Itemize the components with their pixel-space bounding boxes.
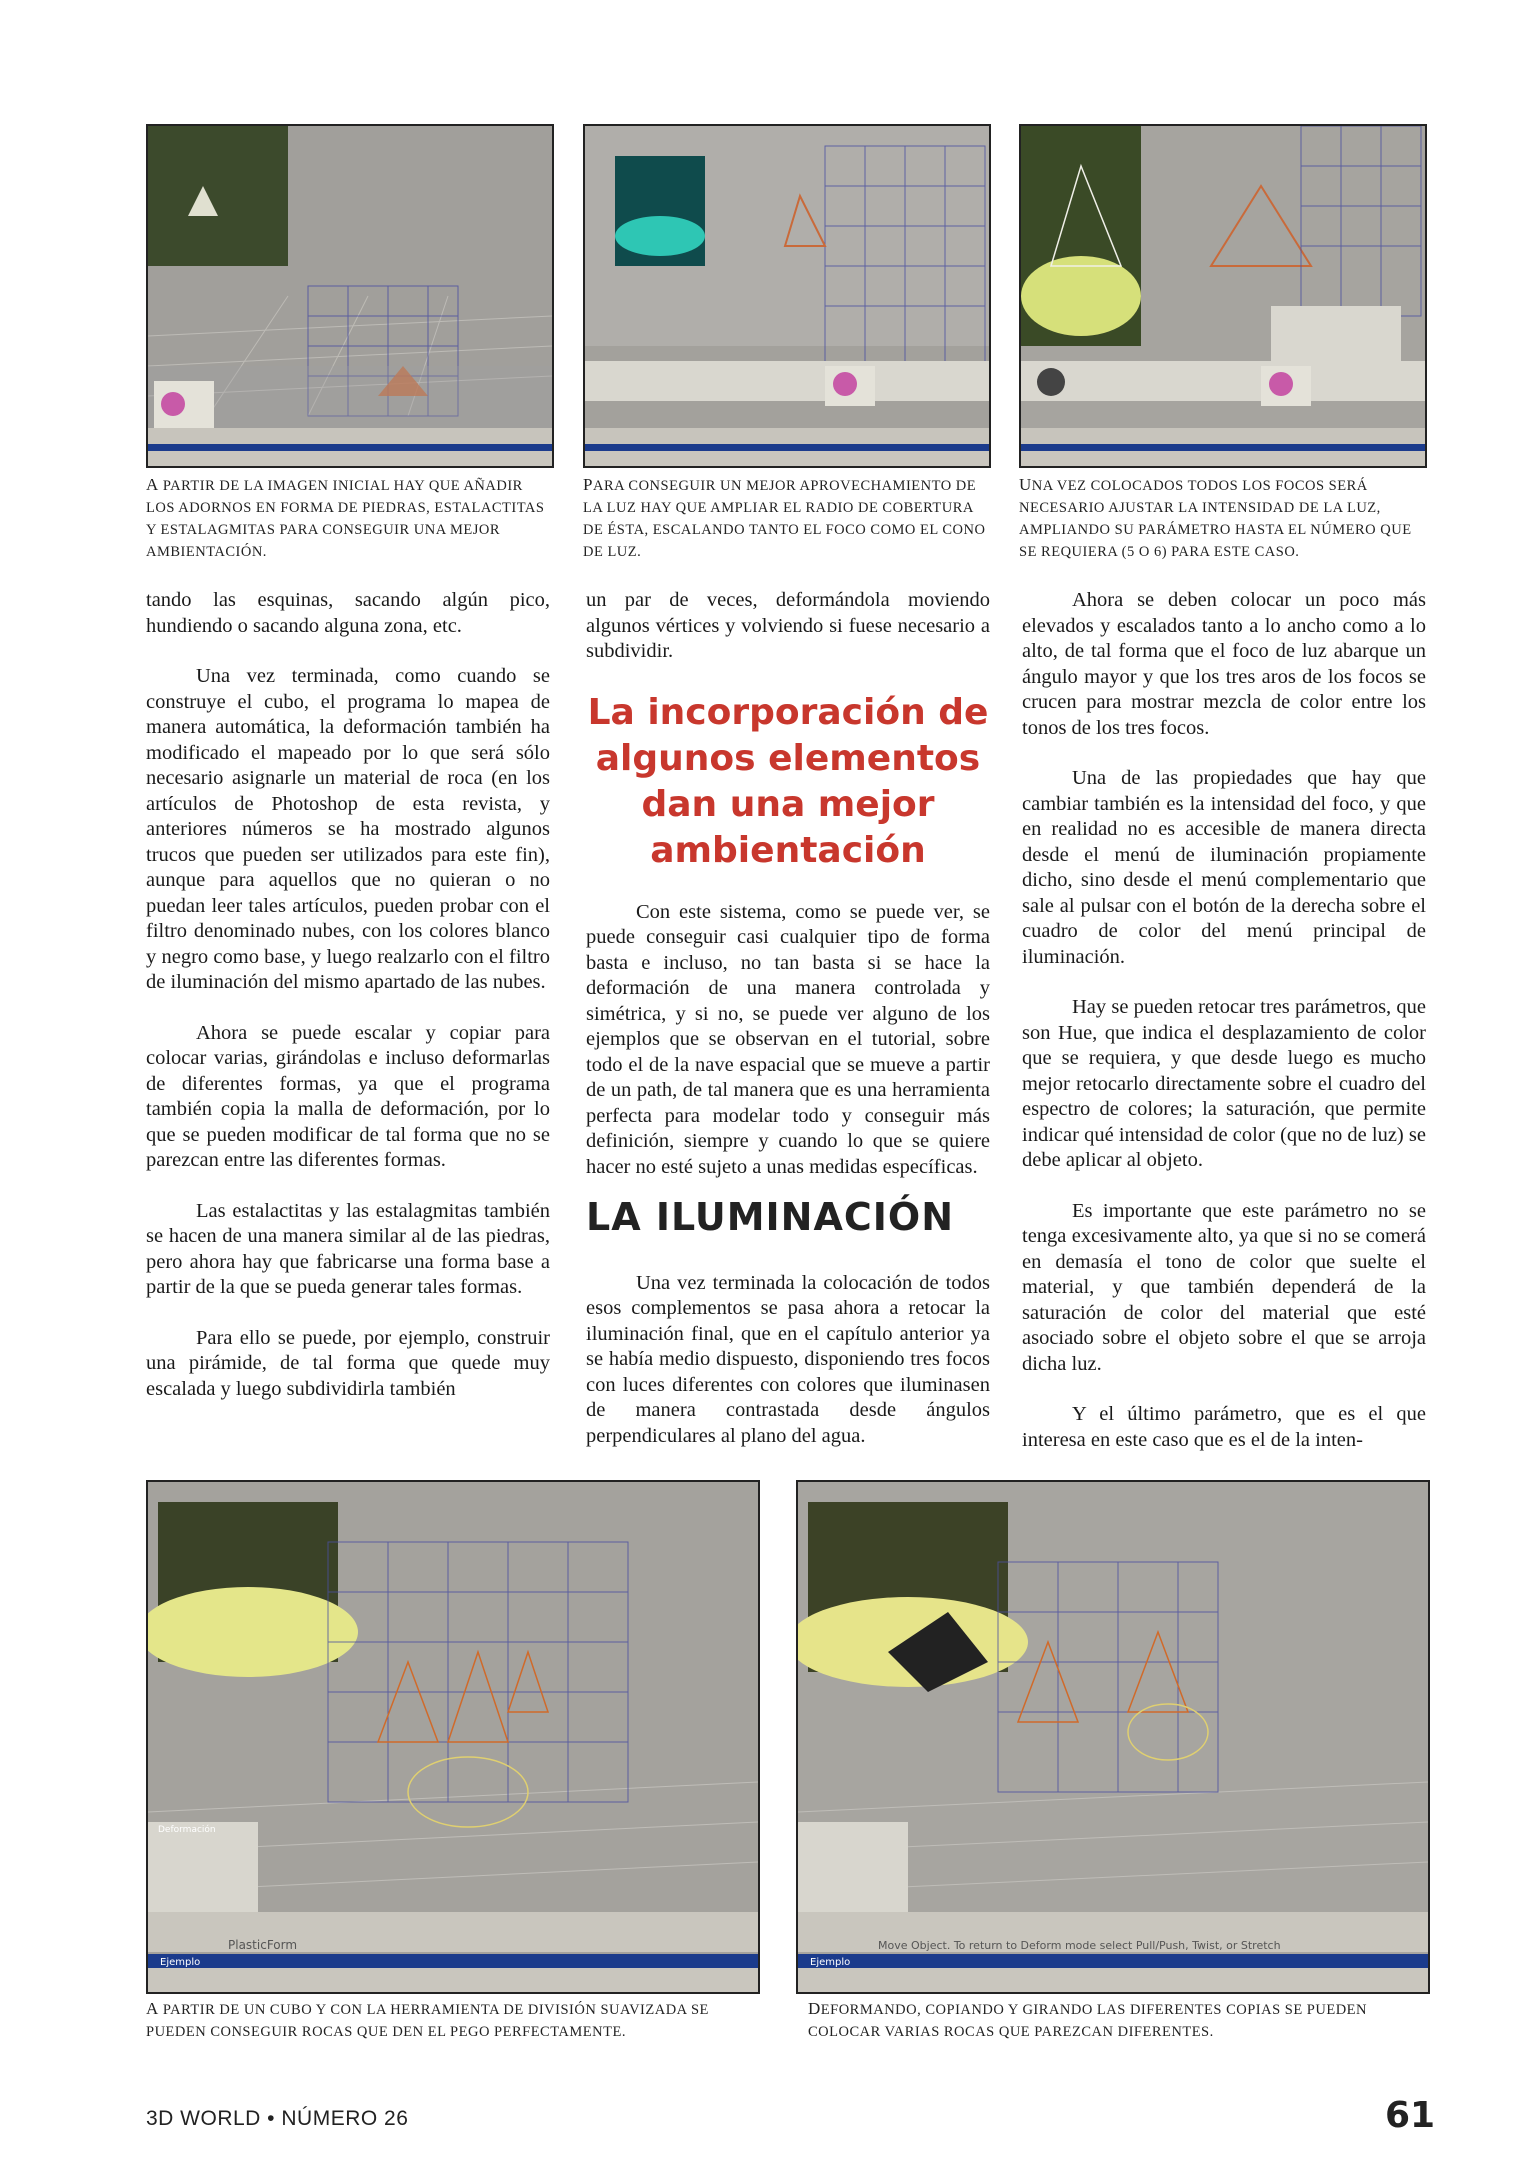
truespace-scene-1 — [148, 126, 552, 466]
col3-paragraph-5: Y el último parámetro, que es el que interesa en este caso que es el de la inten- — [1022, 1403, 1426, 1451]
col1-paragraph-5: Para ello se puede, por ejemplo, construir una pirámide, de tal forma que quede muy escalada y luego subdividirla también — [146, 1326, 550, 1400]
col1-paragraph-2: Una vez terminada, como cuando se construye el cubo, el programa lo mapea de manera automática, la deformación también ha modificado el mapeado por lo que será sólo necesario asignarle un material de roca (en los artículos de Photoshop de esta revista, y anteriores números se ha mostrado algunos trucos que pueden ser utilizados para este fin), aunque para aquellos que no quieran o no puedan leer tales artículos, pueden probar con el filtro denominado nubes, con los colores blanco y negro como base, y luego realzarlo con el filtro de iluminación del mismo apartado de las nubes. — [146, 665, 550, 993]
truespace-scene-4 — [148, 1482, 758, 1992]
caption-top-2: PARA CONSEGUIR UN MEJOR APROVECHAMIENTO DE LA LUZ HAY QUE AMPLIAR EL RADIO DE COBERTURA DE ÉSTA, ESCALANDO TANTO EL FOCO COMO EL CONO DE LUZ. — [583, 475, 986, 560]
column-3 — [1022, 588, 1426, 1478]
section-heading: LA ILUMINACIÓN — [586, 1195, 955, 1239]
col3-paragraph-2: Una de las propiedades que hay que cambiar también es la intensidad del foco, y que en realidad no es accesible de manera directa desde el menú de iluminación propiamente dicho, sino desde el menú complementario que sale al pulsar con el botón de la derecha sobre el cuadro de color del menú principal de iluminación. — [1022, 767, 1426, 968]
status-text-1: PlasticForm — [228, 1938, 298, 1952]
screenshot-bottom-2 — [796, 1480, 1430, 1994]
screenshot-top-1 — [146, 124, 554, 468]
screenshot-top-2 — [583, 124, 991, 468]
caption-top-1: A PARTIR DE LA IMAGEN INICIAL HAY QUE AÑADIR LOS ADORNOS EN FORMA DE PIEDRAS, ESTALACTITAS Y ESTALAGMITAS PARA CONSEGUIR UNA MEJOR AMBIENTACIÓN. — [146, 475, 545, 560]
col1-paragraph-4: Las estalactitas y las estalagmitas también se hacen de una manera similar al de las piedras, pero ahora hay que fabricarse una forma base a partir de la que se pueda generar tales formas. — [146, 1199, 550, 1298]
col2-paragraph-1: un par de veces, deformándola moviendo algunos vértices y volviendo si fuese necesario a subdividir. — [586, 589, 990, 662]
screenshot-top-3 — [1019, 124, 1427, 468]
caption-bottom-1: A PARTIR DE UN CUBO Y CON LA HERRAMIENTA DE DIVISIÓN SUAVIZADA SE PUEDEN CONSEGUIR ROCAS QUE DEN EL PEGO PERFECTAMENTE. — [146, 1999, 709, 2040]
status-text-2: Move Object. To return to Deform mode select Pull/Push, Twist, or Stretch — [878, 1939, 1281, 1952]
col3-paragraph-4: Es importante que este parámetro no se tenga excesivamente alto, ya que si no se comerá en demasía el tono de color que suelte el material, y que también dependerá de la saturación de color del material que esté asociado sobre el objeto sobre el que se arroja dicha luz. — [1022, 1199, 1426, 1375]
caption-top-3: UNA VEZ COLOCADOS TODOS LOS FOCOS SERÁ NECESARIO AJUSTAR LA INTENSIDAD DE LA LUZ, AMPLIANDO SU PARÁMETRO HASTA EL NÚMERO QUE SE REQUIERA (5 O 6) PARA ESTE CASO. — [1019, 475, 1412, 560]
truespace-scene-5 — [798, 1482, 1428, 1992]
screenshot-bottom-1 — [146, 1480, 760, 1994]
window-title-2: Ejemplo — [810, 1957, 851, 1968]
col2-paragraph-2: Con este sistema, como se puede ver, se puede conseguir casi cualquier tipo de forma basta e incluso, no tan basta si se hace la deformación de una manera controlada y simétrica, y si no, se puede ver alguno de los ejemplos que se observan en el tutorial, sobre todo el de la nave espacial que se mueve a partir de un path, de tal manera que es una herramienta perfecta para modelar todo y conseguir más definición, siempre y cuando lo que se quiere hacer no esté sujeto a unas medidas específicas. — [586, 900, 990, 1178]
magazine-footer: 3D WORLD • NÚMERO 26 — [146, 2107, 409, 2130]
col1-paragraph-1: tando las esquinas, sacando algún pico, hundiendo o sacando alguna zona, etc. — [146, 589, 550, 637]
column-2 — [586, 588, 990, 1474]
page-number: 61 — [1385, 2095, 1436, 2136]
col3-paragraph-1: Ahora se deben colocar un poco más elevados y escalados tanto a lo ancho como a lo alto, de tal forma que el foco de luz abarque un ángulo mayor y que los tres aros de los focos se crucen para mostrar mezcla de color entre los tonos de los tres focos. — [1022, 589, 1426, 739]
col3-paragraph-3: Hay se pueden retocar tres parámetros, que son Hue, que indica el desplazamiento de color que se requiera, y que desde luego es mucho mejor retocarlo directamente sobre el cuadro del espectro de colores; la saturación, que permite indicar qué intensidad de color (que no de luz) se debe aplicar al objeto. — [1022, 996, 1426, 1171]
col1-paragraph-3: Ahora se puede escalar y copiar para colocar varias, girándolas e incluso deformarlas de diferentes formas, ya que el programa también copia la malla de deformación, por lo que se pueden modificar de tal forma que no se parezcan entre las diferentes formas. — [146, 1021, 550, 1171]
truespace-scene-3 — [1021, 126, 1425, 466]
col2-paragraph-3: Una vez terminada la colocación de todos esos complementos se pasa ahora a retocar la iluminación final, que en el capítulo anterior ya se había medio dispuesto, disponiendo tres focos con luces diferentes con colores que iluminasen de manera contrastada desde ángulos perpendiculares al plano del agua. — [586, 1271, 990, 1447]
deform-panel-title: Deformación — [158, 1825, 216, 1835]
column-1 — [146, 588, 550, 1427]
truespace-scene-2 — [585, 126, 989, 466]
caption-bottom-2: DEFORMANDO, COPIANDO Y GIRANDO LAS DIFERENTES COPIAS SE PUEDEN COLOCAR VARIAS ROCAS QUE PAREZCAN DIFERENTES. — [808, 1999, 1368, 2040]
window-title-1: Ejemplo — [160, 1957, 201, 1968]
pull-quote-headline: La incorporación de algunos elementos dan una mejor ambientación — [587, 691, 989, 871]
